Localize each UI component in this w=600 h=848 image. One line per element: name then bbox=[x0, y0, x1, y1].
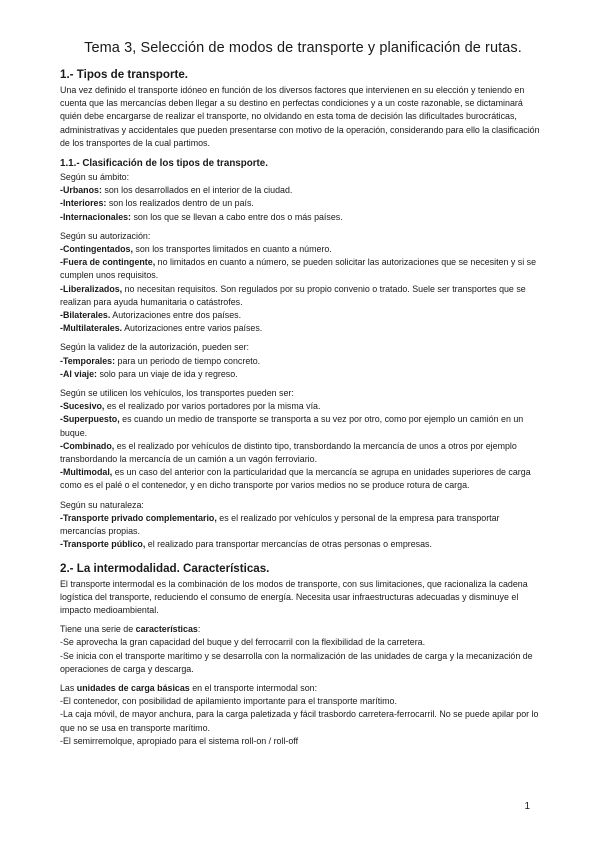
section-1-intro: Una vez definido el transporte idóneo en función de los diversos factores que intervienen en su elección y teniendo en cuenta que las mercancías deben llegar a su destino en perfectas condiciones y a un coste razonable, se dictaminará quién debe encargarse de realizar el transporte, no olvidando en esta toma de decisión las dificultades burocráticas, administrativas y accidentales que pueden presentarse con motivo de la operación, considerando para ello la clasificación de los transportes de la cual partimos. bbox=[60, 85, 540, 148]
list-item: -El semirremolque, apropiado para el sistema roll-on / roll-off bbox=[60, 735, 299, 746]
validez-lead: Según la validez de la autorización, pueden ser: bbox=[60, 342, 249, 353]
list-item: -Al viaje: solo para un viaje de ida y regreso. bbox=[60, 368, 238, 379]
section-2-heading: 2.- La intermodalidad. Características. bbox=[60, 561, 270, 575]
list-item: -Se inicia con el transporte marítimo y se desarrolla con la normalización de las unidades de carga y la mecanización de operaciones de carga y descarga. bbox=[60, 650, 533, 674]
list-item: -Multilaterales. Autorizaciones entre varios países. bbox=[60, 323, 263, 334]
list-item: -Urbanos: son los desarrollados en el interior de la ciudad. bbox=[60, 185, 293, 196]
section-2-intro: El transporte intermodal es la combinación de los modos de transporte, con sus limitaciones, que racionaliza la cadena logística del transporte, reduciendo el consumo de energía. Necesita usar infraestructuras adecuadas y disminuye el impacto medioambiental. bbox=[60, 578, 528, 615]
vehiculos-lead: Según se utilicen los vehículos, los transportes pueden ser: bbox=[60, 388, 294, 399]
ambito-lead: Según su ámbito: bbox=[60, 172, 130, 183]
document-title: Tema 3, Selección de modos de transporte y planificación de rutas. bbox=[84, 40, 522, 56]
subsection-1-1-heading: 1.1.- Clasificación de los tipos de transporte. bbox=[60, 158, 268, 170]
list-item: -Combinado, es el realizado por vehículos de distinto tipo, transbordando la mercancía de unos a otros por ejemplo transbordando la mercancía de un camión a un vagón ferroviario. bbox=[60, 440, 517, 465]
caracteristicas-lead: Tiene una serie de características: bbox=[60, 624, 201, 635]
list-item: -Temporales: para un periodo de tiempo concreto. bbox=[60, 355, 261, 366]
list-item: -Se aprovecha la gran capacidad del buque y del ferrocarril con la flexibilidad de la carretera. bbox=[60, 637, 426, 648]
list-item: -La caja móvil, de mayor anchura, para la carga paletizada y fácil trasbordo carretera-ferrocarril. No se puede apilar por lo que no se usa en transporte marítimo. bbox=[60, 709, 539, 733]
list-item: -Sucesivo, es el realizado por varios portadores por la misma vía. bbox=[60, 401, 321, 412]
list-item: -Fuera de contingente, no limitados en cuanto a número, se pueden solicitar las autorizaciones que se necesiten y si se cumplen unos requisitos. bbox=[60, 257, 537, 281]
document-page bbox=[60, 40, 546, 748]
list-item: -Interiores: son los realizados dentro de un país. bbox=[60, 198, 254, 209]
list-item: -Contingentados, son los transportes limitados en cuanto a número. bbox=[60, 244, 332, 255]
autorizacion-lead: Según su autorización: bbox=[60, 230, 151, 241]
list-item: -Multimodal, es un caso del anterior con la particularidad que la mercancía se agrupa en unidades superiores de carga como es el palé o el contenedor, y en dicho transporte por varios medios no se produce rotura de carga. bbox=[60, 467, 531, 491]
page-number: 1 bbox=[524, 801, 530, 812]
section-1-heading: 1.- Tipos de transporte. bbox=[60, 68, 188, 81]
unidades-lead: Las unidades de carga básicas en el transporte intermodal son: bbox=[60, 682, 318, 693]
naturaleza-lead: Según su naturaleza: bbox=[60, 499, 144, 510]
list-item: -Superpuesto, es cuando un medio de transporte se transporta a su vez por otro, como por ejemplo un camión en un buque. bbox=[60, 414, 524, 438]
list-item: -Liberalizados, no necesitan requisitos. Son regulados por su propio convenio o tratado. Suele ser transportes que se realizan para ayuda humanitaria o catástrofes. bbox=[60, 283, 526, 307]
list-item: -El contenedor, con posibilidad de apilamiento importante para el transporte marítimo. bbox=[60, 696, 397, 707]
list-item: -Bilaterales. Autorizaciones entre dos países. bbox=[60, 310, 242, 321]
list-item: -Transporte público, el realizado para transportar mercancías de otras personas o empresas. bbox=[60, 539, 432, 550]
list-item: -Internacionales: son los que se llevan a cabo entre dos o más países. bbox=[60, 211, 343, 222]
list-item: -Transporte privado complementario, es el realizado por vehículos y personal de la empresa para transportar mercancías propias. bbox=[60, 512, 500, 537]
